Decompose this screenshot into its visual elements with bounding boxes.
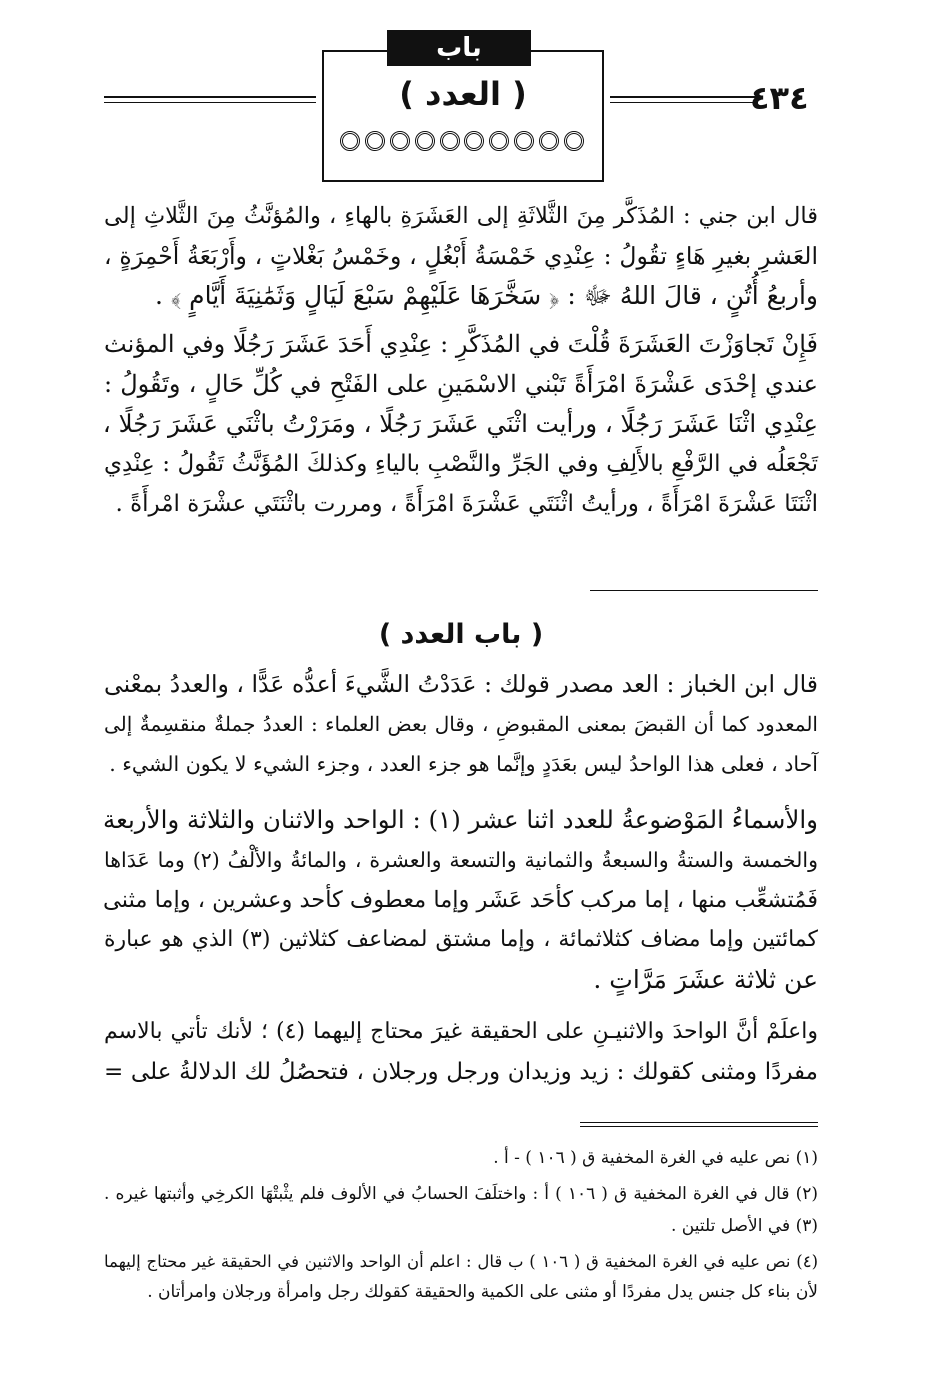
text-line: قال ابن جني : المُذَكَّر مِنَ الثَّلاثَةِ إلى العَشَرَةِ بالهاءِ ، والمُؤنَّثُ مِنَ الثَّلاثِ إلى — [104, 203, 818, 229]
chapter-title: ( العدد ) — [399, 75, 527, 113]
text-line: فَإِنْ تَجاوَزْتَ العَشَرَةَ قُلْتَ في المُذَكَّرِ : عِنْدِي أَحَدَ عَشَرَ رَجُلًا وفي المؤنث — [104, 330, 818, 358]
text-line: العَشرِ بغيرِ هَاءٍ تقُولُ : عِنْدِي خَمْسَةُ أَبْغُلٍ ، وخَمْسُ بَغْلاتٍ ، وأَرْبَعَةُ أَحْمِرَةٍ ، — [104, 242, 818, 270]
footnote: (٢) قال في الغرة المخفية ق ( ١٠٦ ) أ : واختلَفَ الحسابُ في الألوف فلم يثْبتْهَا الكرخِي وأثبتها غيره . — [104, 1184, 818, 1204]
text-line: وأربعُ أُتُنٍ ، قالَ اللهُ ﷻ : ﴿ سَخَّرَهَا عَلَيْهِمْ سَبْعَ لَيَالٍ وَثَمَٰنِيَةَ أَيَّامٍ ﴾ . — [155, 281, 818, 310]
ornament-band — [340, 126, 584, 156]
text-line: والأسماءُ المَوْضوعةُ للعدد اثنا عشر (١) : الواحد والاثنان والثلاثة والأربعة — [103, 805, 818, 834]
text-line: والخمسة والستةُ والسبعةُ والثمانية والتسعة والعشرة ، والمائةُ والألْفُ (٢) وما عَدَاها — [104, 848, 818, 872]
text-line: كمائتين وإما مضاف كثلاثمائة ، وإما مشتق لمضاعف كثلاثين (٣) الذي هو عبارة — [104, 927, 818, 952]
ornament-rosette-icon — [340, 131, 360, 151]
chapter-header-box — [322, 50, 604, 182]
footnote: (١) نص عليه في الغرة المخفية ق ( ١٠٦ ) - أ . — [493, 1148, 818, 1168]
chapter-label-tab: باب — [387, 30, 531, 66]
ornament-rosette-icon — [489, 131, 509, 151]
section-title: ( باب العدد ) — [378, 619, 544, 650]
text-line: عندي إحْدَى عَشْرَةَ امْرَأَةً تَبْني الاسْمَينِ على الفَتْحِ في كُلِّ حَالٍ ، وتَقُولُ : — [104, 370, 818, 398]
text-line: آحاد ، فعلى هذا الواحدُ ليس بعَدَدٍ وإنَّما هو جزء العدد ، وجزء الشيء لا يكون الشيء . — [109, 752, 818, 776]
ornament-rosette-icon — [539, 131, 559, 151]
text-line: عِنْدِي اثْنَا عَشَرَ رَجُلًا ، ورأيت اثْنَي عَشَرَ رَجُلًا ، ومَرَرْتُ باثْنَي عَشَرَ رَجُلًا ، — [102, 409, 818, 438]
text-line: قال ابن الخباز : العد مصدر قولك : عَدَدْتُ الشَّيءَ أعدُّه عَدًّا ، والعددُ بمعْنى — [104, 670, 818, 698]
text-line: اثْنَتَا عَشْرَةَ امْرَأَةً ، ورأيتُ اثْنَتَي عَشْرَةَ امْرَأَةً ، ومررت باثْنَتَي عشْرَة امْرأَةً . — [115, 491, 818, 517]
header-rule-right — [610, 96, 758, 103]
footnote: لأن بناء كل جنس يدل مفردًا أو مثنى على الكمية والحقيقة كقولك رجل وامرأة ورجلان وامرأتان . — [147, 1282, 818, 1302]
ornament-rosette-icon — [415, 131, 435, 151]
footnote-rule — [580, 1122, 818, 1127]
page-number: ٤٣٤ — [750, 79, 809, 117]
text-line: المعدود كما أن القبضَ بمعنى المقبوضِ ، وقال بعض العلماء : العددُ جملةٌ منقسِمةٌ إلى — [104, 712, 818, 736]
text-line: عن ثلاثة عشَرَ مَرَّاتٍ . — [593, 965, 818, 994]
ornament-rosette-icon — [464, 131, 484, 151]
text-line: فَمُتشعِّب منها ، إما مركب كأحَد عَشَر وإما معطوف كأحد وعشرين ، وإما مثنى — [103, 887, 818, 913]
ornament-rosette-icon — [514, 131, 534, 151]
footnote: (٣) في الأصل تلتين . — [670, 1216, 818, 1236]
footnote: (٤) نص عليه في الغرة المخفية ق ( ١٠٦ ) ب قال : اعلم أن الواحد والاثنين في الحقيقة غير محتاج إليهما — [104, 1252, 819, 1271]
ornament-rosette-icon — [564, 131, 584, 151]
section-divider — [590, 590, 818, 591]
ornament-rosette-icon — [365, 131, 385, 151]
text-line: واعلَمْ أنَّ الواحدَ والاثنيـنِ على الحقيقة غيرَ محتاج إليهما (٤) ؛ لأنك تأتي بالاسم — [104, 1019, 818, 1044]
header-rule-left — [104, 96, 316, 103]
text-line: مفردًا ومثنى كقولك : زيد وزيدان ورجل ورجلان ، فتحصُلُ لك الدلالةُ على = — [104, 1059, 818, 1085]
ornament-rosette-icon — [440, 131, 460, 151]
ornament-rosette-icon — [390, 131, 410, 151]
text-line: تَجْعَلُه في الرَّفْعِ بالأَلِفِ وفي الجَرِّ والنَّصْبِ بالياءِ وكذلكَ المُؤَنَّثُ تَقُولُ : عِنْدِي — [104, 451, 818, 477]
